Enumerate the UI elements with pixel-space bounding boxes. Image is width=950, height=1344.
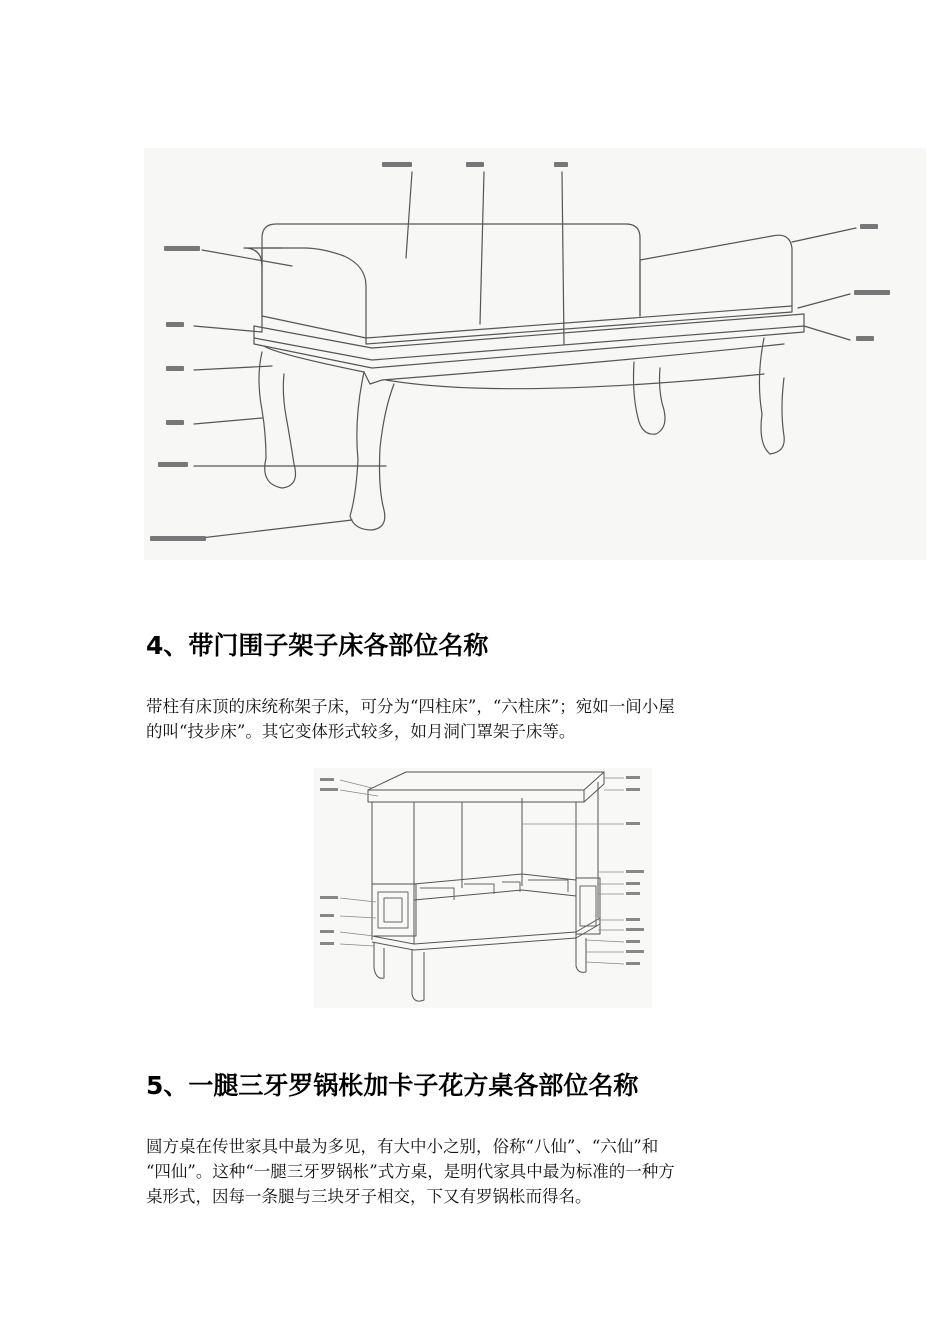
- section-paragraph: [146, 694, 816, 744]
- paragraph-line: 的叫“技步床”。其它变体形式较多，如月洞门罩架子床等。: [146, 722, 576, 741]
- paragraph-line: 桌形式，因每一条腿与三块牙子相交，下又有罗锅枨而得名。: [146, 1187, 592, 1206]
- paragraph-line: 带柱有床顶的床统称架子床，可分为“四柱床”，“六柱床”；宛如一间小屋: [146, 697, 675, 716]
- section-paragraph: [146, 1134, 816, 1209]
- luohan-bed-diagram: [144, 148, 926, 560]
- paragraph-line: “四仙”。这种“一腿三牙罗锅枨”式方桌，是明代家具中最为标准的一种方: [146, 1162, 675, 1181]
- section-heading: 5、一腿三牙罗锅枨加卡子花方桌各部位名称: [146, 1071, 639, 1100]
- paragraph-line: 圆方桌在传世家具中最为多见，有大中小之别，俗称“八仙”、“六仙”和: [146, 1137, 659, 1156]
- canopy-bed-diagram: [314, 768, 652, 1008]
- section-heading: 4、带门围子架子床各部位名称: [146, 631, 489, 660]
